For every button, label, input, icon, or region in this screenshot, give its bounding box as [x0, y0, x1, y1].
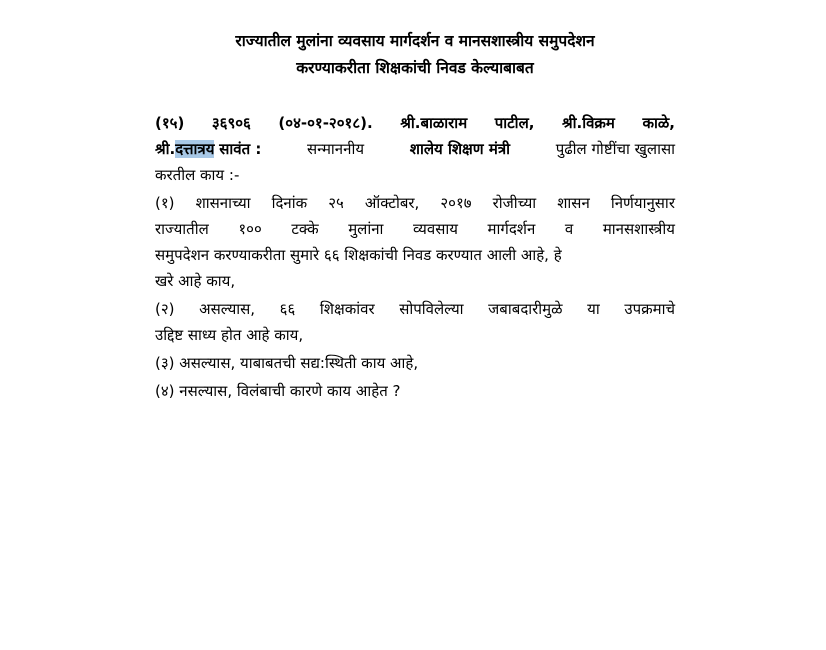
question-id: ३६९०६ [211, 114, 251, 132]
item-1-line-1: (१) शासनाच्या दिनांक २५ ऑक्टोबर, २०१७ रोजीच्या शासन निर्णयानुसार [155, 194, 675, 212]
question-intro-end: करतील काय :- [155, 166, 240, 184]
question-header-line [155, 110, 675, 136]
title-line-1: राज्यातील मुलांना व्यवसाय मार्गदर्शन व मानसशास्त्रीय समुपदेशन [235, 32, 595, 50]
question-date: (०४-०१-२०१८). [278, 114, 373, 132]
question-number: (१५) [155, 114, 185, 132]
member-name-1: श्री.बाळाराम [400, 114, 468, 132]
item-2-line-2: उद्दिष्ट साध्य होत आहे काय, [155, 326, 304, 344]
member-name-1b: पाटील, [494, 114, 535, 132]
item-3: (३) असल्यास, याबाबतची सद्य:स्थिती काय आहे, [155, 354, 419, 372]
question-body [155, 110, 675, 404]
addressee-suffix: पुढील गोष्टींचा खुलासा [555, 140, 675, 158]
item-4: (४) नसल्यास, विलंबाची कारणे काय आहेत ? [155, 382, 401, 400]
highlighted-name: दत्तात्रय [175, 140, 215, 158]
member-name-2b: काळे, [642, 114, 675, 132]
document-page [155, 0, 675, 404]
member-name-2: श्री.विक्रम [561, 114, 615, 132]
item-1-line-2: राज्यातील १०० टक्के मुलांना व्यवसाय मार्गदर्शन व मानसशास्त्रीय [155, 220, 675, 238]
minister-title: शालेय शिक्षण मंत्री [409, 140, 510, 158]
title-line-2: करण्याकरीता शिक्षकांची निवड केल्याबाबत [296, 59, 534, 77]
member-name-3: श्री.दत्तात्रय सावंत : [155, 140, 262, 158]
question-line-2 [155, 136, 675, 162]
document-title [155, 0, 675, 82]
item-2-line-1: (२) असल्यास, ६६ शिक्षकांवर सोपविलेल्या जबाबदारीमुळे या उपक्रमाचे [155, 300, 675, 318]
item-1-line-3: समुपदेशन करण्याकरीता सुमारे ६६ शिक्षकांची निवड करण्यात आली आहे, हे [155, 246, 562, 264]
addressee-prefix: सन्माननीय [307, 140, 365, 158]
item-1-line-4: खरे आहे काय, [155, 272, 236, 290]
